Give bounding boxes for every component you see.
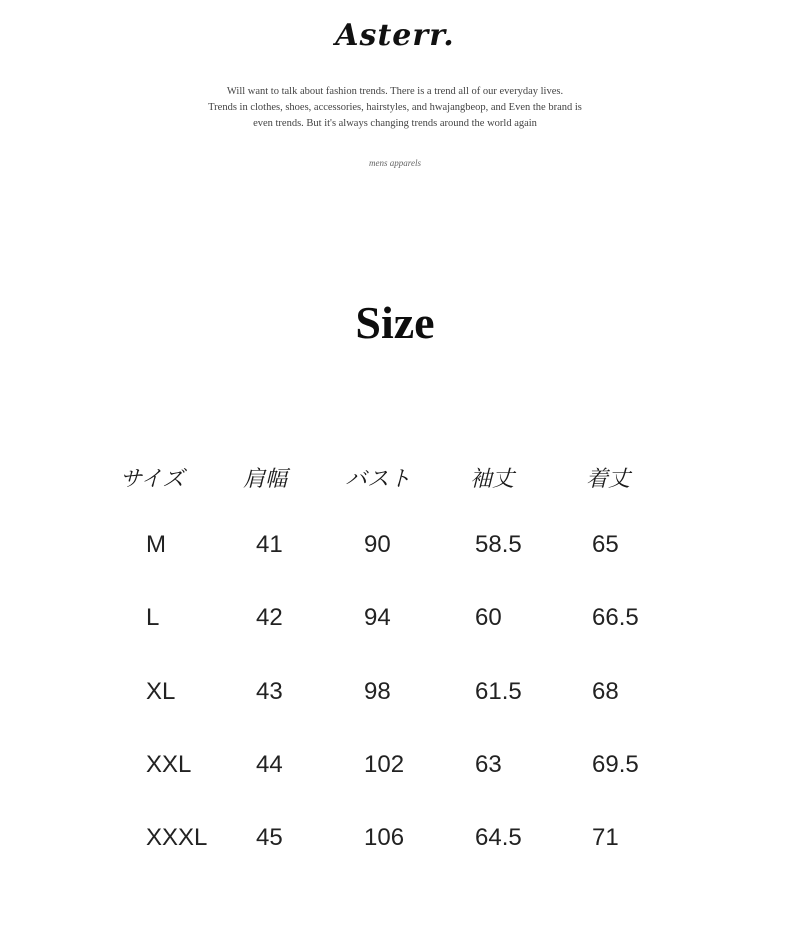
header-body-length: 着丈 (586, 467, 631, 492)
table-cell-length: 66.5 (592, 604, 639, 631)
header-bust: バスト (345, 467, 412, 492)
category-subtitle: mens apparels (369, 158, 421, 168)
table-cell-size: L (146, 604, 160, 631)
tagline-line: Trends in clothes, shoes, accessories, hairstyles, and hwajangbeop, and Even the brand is (208, 102, 582, 113)
table-cell-sleeve: 60 (475, 604, 502, 631)
tagline-line: even trends. But it's always changing trends around the world again (253, 118, 537, 129)
table-cell-bust: 106 (364, 824, 405, 851)
table-cell-shoulder: 43 (256, 678, 283, 705)
header-sleeve-length: 袖丈 (470, 467, 515, 492)
size-heading: Size (355, 297, 435, 348)
tagline-line: Will want to talk about fashion trends. There is a trend all of our everyday lives. (226, 86, 564, 97)
table-cell-size: XL (146, 678, 176, 705)
table-cell-bust: 90 (364, 531, 391, 558)
table-cell-shoulder: 41 (256, 531, 283, 558)
table-cell-shoulder: 45 (256, 824, 283, 851)
table-cell-size: M (146, 531, 166, 558)
header-size: サイズ (120, 467, 185, 492)
brand-logo: Asterr. (335, 18, 455, 53)
table-cell-length: 68 (592, 678, 619, 705)
table-cell-shoulder: 42 (256, 604, 283, 631)
table-cell-sleeve: 64.5 (475, 824, 522, 851)
table-cell-length: 71 (592, 824, 619, 851)
table-cell-size: XXL (146, 751, 192, 778)
table-cell-size: XXXL (146, 824, 208, 851)
table-cell-shoulder: 44 (256, 751, 283, 778)
table-cell-sleeve: 58.5 (475, 531, 522, 558)
table-cell-length: 65 (592, 531, 619, 558)
table-cell-bust: 94 (364, 604, 391, 631)
table-cell-sleeve: 63 (475, 751, 502, 778)
table-cell-sleeve: 61.5 (475, 678, 522, 705)
table-cell-bust: 102 (364, 751, 405, 778)
header-shoulder-width: 肩幅 (243, 467, 288, 492)
table-cell-bust: 98 (364, 678, 391, 705)
table-cell-length: 69.5 (592, 751, 639, 778)
